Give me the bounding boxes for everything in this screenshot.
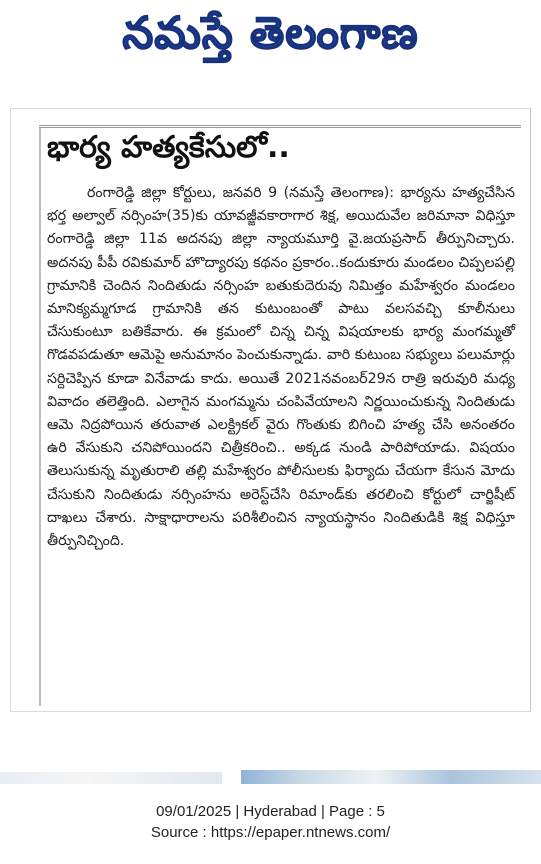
- column-rule: [39, 128, 41, 706]
- article-clipping: [10, 108, 531, 712]
- strip-right-image: [241, 770, 541, 784]
- footer: [0, 796, 541, 864]
- article-frame: [39, 125, 521, 706]
- masthead-logo: నమస్తే తెలంగాణ: [122, 8, 419, 59]
- adjacent-clipping-strip: [0, 768, 541, 784]
- footer-source: Source : https://epaper.ntnews.com/: [150, 824, 391, 841]
- article-paragraph: రంగారెడ్డి జిల్లా కోర్టులు, జనవరి 9 (నమస్తే తెలంగాణ): భార్యను హత్యచేసిన భర్త అల్వాల్ నర్సింహ(35)కు యావజ్జీవకారాగార శిక్ష, అయిదువేల జరిమానా విధిస్తూ రంగారెడ్డి జిల్లా 11వ అదనపు జిల్లా న్యాయమూర్తి వై.జయప్రసాద్ తీర్పునిచ్చారు. అదనపు పీపీ రవికుమార్ హొద్యారపు కథనం ప్రకారం..కందుకూరు మండలం చిప్పలపల్లి గ్రామానికి చెందిన నిందితుడు నర్సింహ బతుకుదెరువు నిమిత్తం మహేశ్వరం మండలం మానిక్యమ్మగూడ గ్రామానికి తన కుటుంబంతో పాటు వలసవచ్చి కూలీనులు చేసుకుంటూ బతికేవారు. ఈ క్రమంలో చిన్న చిన్న విషయాలకు భార్య మంగమ్మతో గొడవపడుతూ ఆమెపై అనుమానం పెంచుకున్నాడు. వారి కుటుంబ సభ్యులు పలుమార్లు సర్దిచెప్పిన కూడా వినేవాడు కాదు. అయితే 2021నవంబర్29న రాత్రి ఇరువురి మధ్య వివాదం తలెత్తింది. ఎలాగైన మంగమ్మను చంపివేయాలని నిర్ణయించుకున్న నిందితుడు ఆమె నిద్రపోయిన తరువాత ఎలక్ట్రికల్ వైరు గొంతుకు బిగించి హత్య చేసి అనంతరం ఉరి వేసుకుని చనిపోయిందని చిత్రీకరించి.. అక్కడ నుండి పారిపోయాడు. విషయం తెలుసుకున్న మృతురాలి తల్లి మహేశ్వరం పోలీసులకు ఫిర్యాదు చేయగా కేసున మోదు చేసుకుని నిందితుడు నర్సింహను అరెస్ట్‌చేసి రిమాండ్‌కు తరలించి కోర్టులో చార్జిషీట్ దాఖలు చేశారు. సాక్షాధారాలను పరిశీలించిన న్యాయస్థానం నిందితుడికి శిక్ష విధిస్తూ తీర్పునిచ్చింది.: [47, 185, 515, 550]
- footer-dateline: 09/01/2025 | Hyderabad | Page : 5: [156, 803, 385, 820]
- article-body: [47, 182, 515, 553]
- strip-left-image: [0, 772, 222, 784]
- masthead: [0, 0, 541, 78]
- article-headline: భార్య హత్యకేసులో..: [47, 130, 290, 165]
